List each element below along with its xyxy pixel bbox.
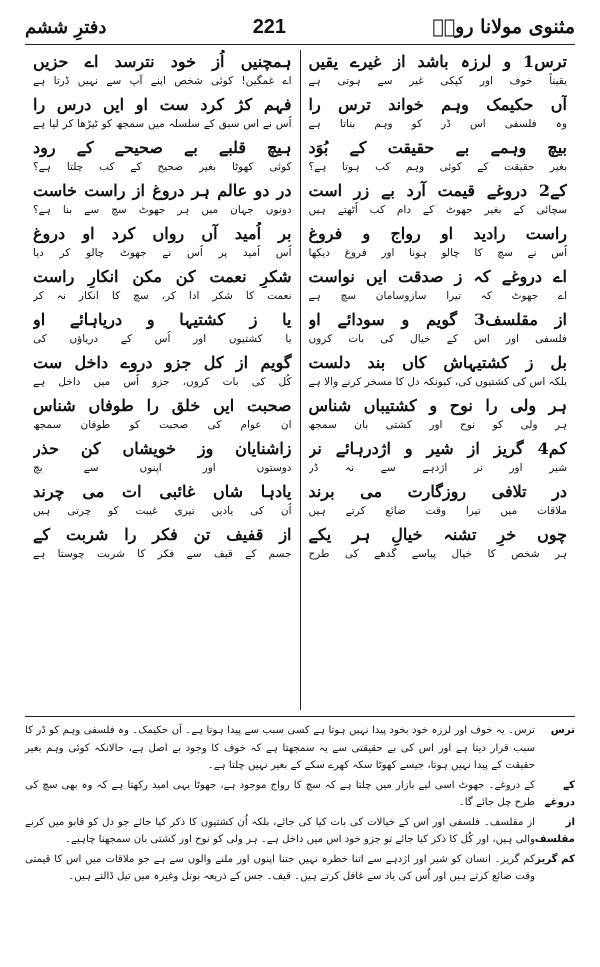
persian-verse: ہر ولی را نوح و کشتیباں شناس xyxy=(308,396,567,415)
verse-columns xyxy=(25,50,575,710)
urdu-translation: ہر ولی کو نوح اور کشتی بان سمجھ xyxy=(308,419,567,431)
urdu-translation: اُس نے سچ کا چالو ہونا اور فروغ دیکھا xyxy=(308,247,567,259)
verse xyxy=(309,351,568,390)
volume-title: دفترِ ششم xyxy=(25,16,107,38)
page-number: 221 xyxy=(252,15,287,38)
persian-verse: کم4 گریز از شیر و اژدرہائے نر xyxy=(308,439,567,458)
footnote-text: کے دروغے۔ جھوٹ اسی لیے بازار میں چلتا ہے کہ سچ کا رواج موجود ہے، جھوٹا یہی امید رکھتا ہے کہ وہ بھی سچ کی طرح چل جائے گا۔ xyxy=(25,779,535,808)
persian-verse: شکرِ نعمت کن مکن انکارِ راست xyxy=(33,267,292,286)
persian-verse: در تلافی روزگارت می برند xyxy=(308,482,567,501)
urdu-translation: فلسفی اور اس کے خیال کی بات کروں xyxy=(308,333,567,345)
persian-verse: از مقلسف3 گویم و سودائے او xyxy=(308,310,567,329)
column-divider xyxy=(300,50,301,710)
verse xyxy=(33,351,292,390)
verse xyxy=(309,308,568,347)
footnote-marker: کے دروغے xyxy=(544,779,575,808)
page-header xyxy=(25,10,575,45)
verse xyxy=(309,265,568,304)
verse xyxy=(33,265,292,304)
persian-verse: ہمچنیں اُز خود نترسد اے حزیں xyxy=(33,52,292,71)
persian-verse: چوں خرِ تشنہ خیالِ ہر یکے xyxy=(308,525,567,544)
left-column xyxy=(25,50,300,710)
persian-verse: ترس1 و لرزہ باشد از غیرے یقیں xyxy=(308,52,567,71)
urdu-translation: اے جھوٹ کہ تیرا سازوسامان سچ ہے xyxy=(308,290,567,302)
urdu-translation: کوئی کھوٹا بغیر صحیح کے کب چلتا ہے؟ xyxy=(33,161,292,173)
footnote-text: کم گریز۔ انسان کو شیر اور اژدہے سے اتنا خطرہ نہیں جتنا اپنوں اور ملنے والوں سے ہے جو ملاقات میں اس کا قیمتی وقت ضائع کرتے ہیں اور اُس کی یاد سے غافل کرتے ہیں۔ قیف۔ جس کے ذریعہ بوتل وغیرہ میں تیل ڈالتے ہیں۔ xyxy=(25,853,535,882)
persian-verse: زاشنایان وز خویشاں کن حذر xyxy=(33,439,292,458)
footnote xyxy=(25,814,575,849)
verse xyxy=(33,93,292,132)
persian-verse: ہیچ قلبے بے صحیحے کے رود xyxy=(33,138,292,157)
verse xyxy=(309,93,568,132)
urdu-translation: جسم کے قیف سے فکر کا شربت چوستا ہے xyxy=(33,548,292,560)
footnote-text: ترس۔ یہ خوف اور لرزہ خود بخود پیدا نہیں ہوتا ہے کسی سبب سے پیدا ہوتا ہے۔ آں حکیمک۔ وہ فلسفی وہم کو ڈر کا سبب قرار دیتا ہے اور اس کی بے حقیقتی سے یہ سمجھتا ہے کہ خوف کا وجود بے اصل ہے، حالانکہ کوئی وہم بغیر حقیقت کے پیدا نہیں ہوتا، جیسے کھوٹا سکہ کھرے سکے کے بغیر نہیں چلتا ہے۔ xyxy=(25,725,535,771)
persian-verse: گویم از کل جزو دروے داخل ست xyxy=(33,353,292,372)
persian-verse: راست رادید او رواج و فروغ xyxy=(308,224,567,243)
footnote xyxy=(25,722,575,775)
persian-verse: در دو عالم ہر دروغ از راست خاست xyxy=(33,181,292,200)
verse xyxy=(309,136,568,175)
urdu-translation: ہر شخص کا خیال پیاسے گدھے کی طرح xyxy=(308,548,567,560)
urdu-translation: اُس اُمید پر اُس نے جھوٹ چالو کر دیا xyxy=(33,247,292,259)
verse xyxy=(33,394,292,433)
urdu-translation: دونوں جہان میں ہر جھوٹ سچ سے بنا ہے؟ xyxy=(33,204,292,216)
footnote xyxy=(25,851,575,886)
verse xyxy=(33,179,292,218)
urdu-translation: دوستوں اور اپنوں سے بچ xyxy=(33,462,292,474)
urdu-translation: یقیناً خوف اور کپکی غیر سے ہوتی ہے xyxy=(308,75,567,87)
urdu-translation: بغیر حقیقت کے کوئی وہم کب ہوتا ہے؟ xyxy=(308,161,567,173)
urdu-translation: یا کشتیوں اور اُس کے دریاؤں کی xyxy=(33,333,292,345)
verse xyxy=(33,437,292,476)
persian-verse: بیچ وہمے بے حقیقت کے بُوَد xyxy=(308,138,567,157)
persian-verse: آں حکیمک وہم خواند ترس را xyxy=(308,95,567,114)
verse xyxy=(33,50,292,89)
verse xyxy=(33,136,292,175)
urdu-translation: وہ فلسفی اس ڈر کو وہم بناتا ہے xyxy=(308,118,567,130)
urdu-translation: ان عوام کی صحبت کو طوفان سمجھ xyxy=(33,419,292,431)
verse xyxy=(309,523,568,562)
persian-verse: از قفیف تن فکر را شربت کے xyxy=(33,525,292,544)
verse xyxy=(33,308,292,347)
urdu-translation: اے غمگین! کوئی شخص اپنے آپ سے نہیں ڈرتا ہے xyxy=(33,75,292,87)
urdu-translation: سچائی کے بغیر جھوٹ کے دام کب اُٹھتے ہیں xyxy=(308,204,567,216)
right-column xyxy=(301,50,576,710)
persian-verse: صحبت ایں خلق را طوفاں شناس xyxy=(33,396,292,415)
verse xyxy=(309,437,568,476)
urdu-translation: اُس نے اس سبق کے سلسلہ میں سمجھ کو ٹیڑھا کر لیا ہے xyxy=(33,118,292,130)
persian-verse: اے دروغے کہ ز صدقت ایں نواست xyxy=(308,267,567,286)
verse xyxy=(309,222,568,261)
urdu-translation: بلکہ اس کی کشتیوں کی، کیونکہ دل کا مسخر کرنے والا ہے xyxy=(308,376,567,388)
verse xyxy=(309,179,568,218)
footnote-marker: از مقلسف xyxy=(534,816,575,845)
persian-verse: بل ز کشتیہاش کاں بند دلست xyxy=(308,353,567,372)
footnote-marker: کم گریز xyxy=(535,853,575,865)
footnotes xyxy=(25,722,575,955)
verse xyxy=(309,50,568,89)
verse xyxy=(309,394,568,433)
urdu-translation: اُن کی یادیں تیری غیبت کو چرتی ہیں xyxy=(33,505,292,517)
persian-verse: بر اُمید آں رواں کرد او دروغ xyxy=(33,224,292,243)
verse xyxy=(309,480,568,519)
urdu-translation: کُل کی بات کروں، جزو اُس میں داخل ہے xyxy=(33,376,292,388)
persian-verse: کے2 دروغے قیمت آرد بے زر است xyxy=(308,181,567,200)
footnote-marker: ترس xyxy=(550,725,575,736)
persian-verse: یا ز کشتیہا و دریاہائے او xyxy=(33,310,292,329)
verse xyxy=(33,222,292,261)
persian-verse: یادہا شاں غائبی ات می چرند xyxy=(33,482,292,501)
footnote-text: از مقلسف۔ فلسفی اور اس کے خیالات کی بات کیا کی جائے، بلکہ اُن کشتیوں کا ذکر کیا جائے جو دل کو قابو میں کرنے والی ہیں، اور کُل کا ذکر کیا جائے تو جزو خود اس میں داخل ہے۔ ہر ولی کو نوح اور کشتی بان سمجھنا چاہیے۔ xyxy=(25,816,535,845)
footnote xyxy=(25,777,575,812)
urdu-translation: نعمت کا شکر ادا کر، سچ کا انکار نہ کر xyxy=(33,290,292,302)
urdu-translation: ملاقات میں تیرا وقت ضائع کرتے ہیں xyxy=(308,505,567,517)
verse xyxy=(33,480,292,519)
urdu-translation: شیر اور نر اژدہے سے نہ ڈر xyxy=(308,462,567,474)
footnote-divider xyxy=(25,716,575,717)
book-title: مثنوی مولانا رومؒ xyxy=(432,16,575,38)
verse xyxy=(33,523,292,562)
persian-verse: فہم کژ کرد ست او ایں درس را xyxy=(33,95,292,114)
